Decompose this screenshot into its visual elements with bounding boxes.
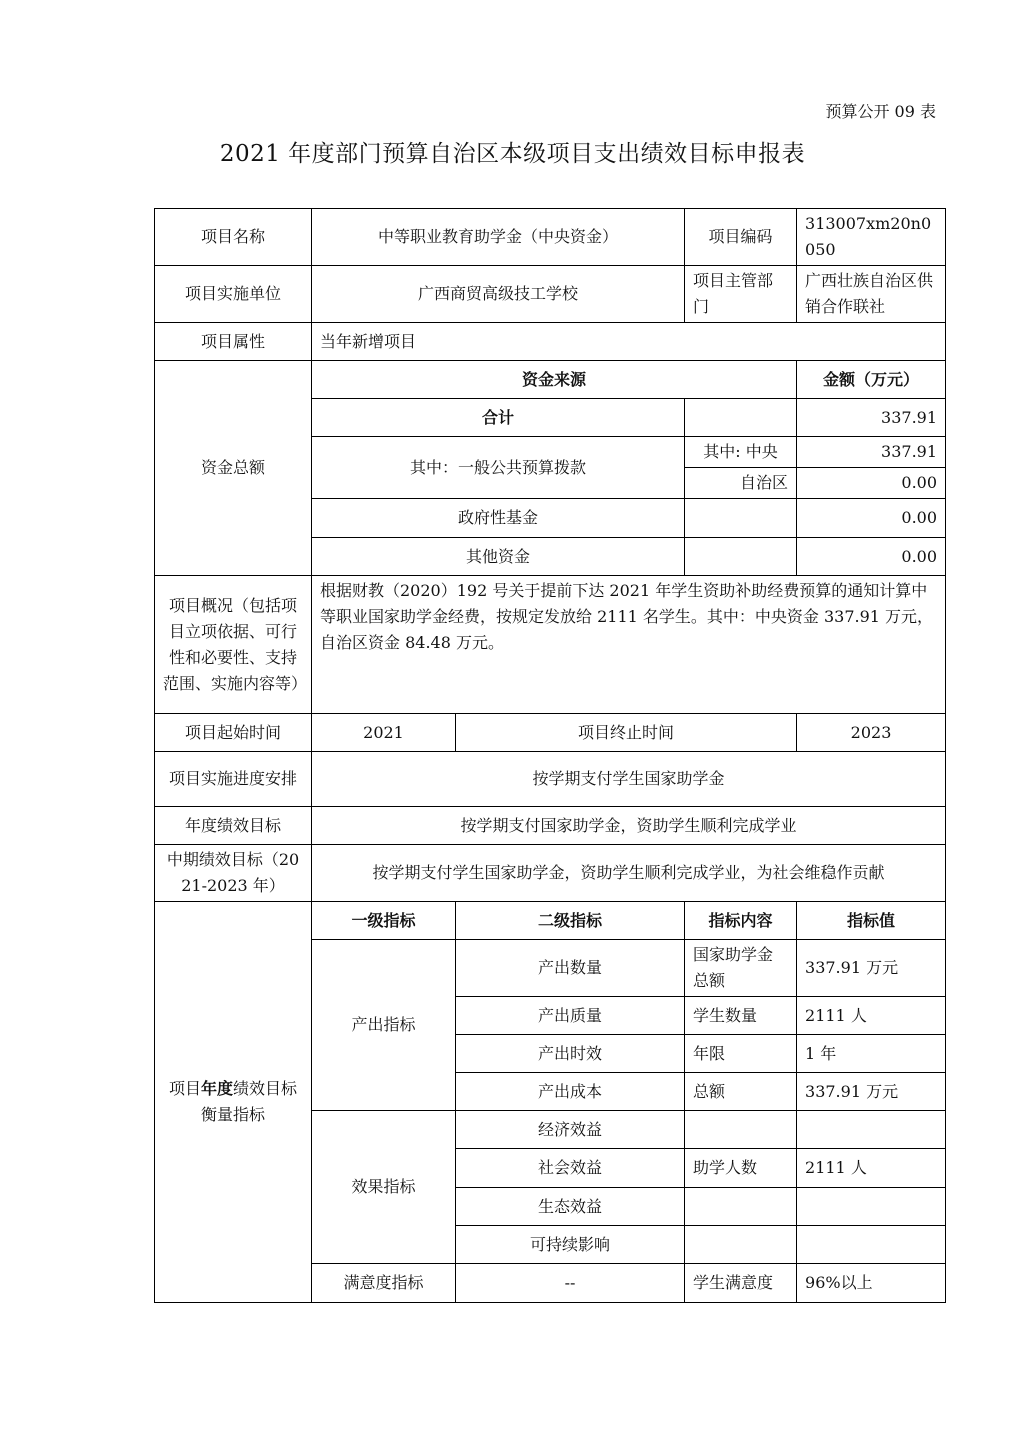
effect-value	[797, 1188, 946, 1226]
funds-total-empty	[685, 399, 797, 437]
project-dept-value: 广西壮族自治区供销合作联社	[797, 266, 946, 323]
funds-other-value: 0.00	[797, 538, 946, 576]
effect-value	[797, 1111, 946, 1149]
output-value: 2111 人	[797, 997, 946, 1035]
indicators-label	[155, 902, 312, 1303]
funds-gov-value: 0.00	[797, 499, 946, 538]
output-level2: 产出成本	[456, 1073, 685, 1111]
funds-amount-header: 金额（万元）	[797, 361, 946, 399]
overview-text: 根据财教（2020）192 号关于提前下达 2021 年学生资助补助经费预算的通知计算中等职业国家助学金经费，按规定发放给 2111 名学生。其中：中央资金 337.91 万元，自治区资金 84.48 万元。	[312, 576, 946, 714]
funds-region-value: 0.00	[797, 468, 946, 499]
project-name-label: 项目名称	[155, 209, 312, 266]
project-dept-label: 项目主管部门	[685, 266, 797, 323]
end-time-value: 2023	[797, 714, 946, 752]
project-attr-label: 项目属性	[155, 323, 312, 361]
annual-goal-value: 按学期支付国家助学金，资助学生顺利完成学业	[312, 807, 946, 845]
funds-central-value: 337.91	[797, 437, 946, 468]
start-time-label: 项目起始时间	[155, 714, 312, 752]
funds-other-label: 其他资金	[312, 538, 685, 576]
mid-goal-value: 按学期支付学生国家助学金，资助学生顺利完成学业，为社会维稳作贡献	[312, 845, 946, 902]
start-time-value: 2021	[312, 714, 456, 752]
end-time-label: 项目终止时间	[456, 714, 797, 752]
indicators-label-bold: 年度	[200, 1079, 233, 1098]
annual-goal-label: 年度绩效目标	[155, 807, 312, 845]
funds-gov-label: 政府性基金	[312, 499, 685, 538]
project-name-value: 中等职业教育助学金（中央资金）	[312, 209, 685, 266]
project-code-value: 313007xm20n0050	[797, 209, 946, 266]
funds-gov-empty	[685, 499, 797, 538]
funds-region-label: 自治区	[685, 468, 797, 499]
effect-value	[797, 1226, 946, 1264]
indicators-label-pre: 项目	[168, 1079, 201, 1098]
effect-content	[685, 1111, 797, 1149]
level2-header: 二级指标	[456, 902, 685, 940]
funds-label: 资金总额	[155, 361, 312, 576]
satisfaction-indicator-label: 满意度指标	[312, 1264, 456, 1303]
output-indicator-label: 产出指标	[312, 940, 456, 1111]
effect-level2: 可持续影响	[456, 1226, 685, 1264]
effect-content	[685, 1226, 797, 1264]
value-header: 指标值	[797, 902, 946, 940]
indicators-label-post: 绩效目标衡量指标	[200, 1079, 298, 1124]
funds-total-label: 合计	[312, 399, 685, 437]
funds-total-value: 337.91	[797, 399, 946, 437]
output-level2: 产出时效	[456, 1035, 685, 1073]
level1-header: 一级指标	[312, 902, 456, 940]
funds-other-empty	[685, 538, 797, 576]
project-code-label: 项目编码	[685, 209, 797, 266]
effect-indicator-label: 效果指标	[312, 1111, 456, 1264]
schedule-value: 按学期支付学生国家助学金	[312, 752, 946, 807]
funds-central-label: 其中: 中央	[685, 437, 797, 468]
output-content: 年限	[685, 1035, 797, 1073]
funds-general-label: 其中：一般公共预算拨款	[312, 437, 685, 499]
schedule-label: 项目实施进度安排	[155, 752, 312, 807]
effect-content	[685, 1188, 797, 1226]
content-header: 指标内容	[685, 902, 797, 940]
project-unit-label: 项目实施单位	[155, 266, 312, 323]
effect-level2: 经济效益	[456, 1111, 685, 1149]
satisfaction-content: 学生满意度	[685, 1264, 797, 1303]
overview-label: 项目概况（包括项目立项依据、可行性和必要性、支持范围、实施内容等）	[155, 576, 312, 714]
output-content: 国家助学金总额	[685, 940, 797, 997]
output-level2: 产出数量	[456, 940, 685, 997]
output-value: 337.91 万元	[797, 940, 946, 997]
satisfaction-level2: --	[456, 1264, 685, 1303]
effect-value: 2111 人	[797, 1149, 946, 1188]
form-number: 预算公开 09 表	[825, 102, 936, 121]
project-attr-value: 当年新增项目	[312, 323, 946, 361]
output-value: 1 年	[797, 1035, 946, 1073]
page-title: 2021 年度部门预算自治区本级项目支出绩效目标申报表	[219, 141, 806, 167]
output-content: 总额	[685, 1073, 797, 1111]
output-level2: 产出质量	[456, 997, 685, 1035]
output-value: 337.91 万元	[797, 1073, 946, 1111]
mid-goal-label: 中期绩效目标（2021-2023 年）	[155, 845, 312, 902]
effect-level2: 生态效益	[456, 1188, 685, 1226]
satisfaction-value: 96%以上	[797, 1264, 946, 1303]
effect-content: 助学人数	[685, 1149, 797, 1188]
project-unit-value: 广西商贸高级技工学校	[312, 266, 685, 323]
effect-level2: 社会效益	[456, 1149, 685, 1188]
funds-source-header: 资金来源	[312, 361, 797, 399]
output-content: 学生数量	[685, 997, 797, 1035]
performance-target-table	[154, 208, 946, 1303]
